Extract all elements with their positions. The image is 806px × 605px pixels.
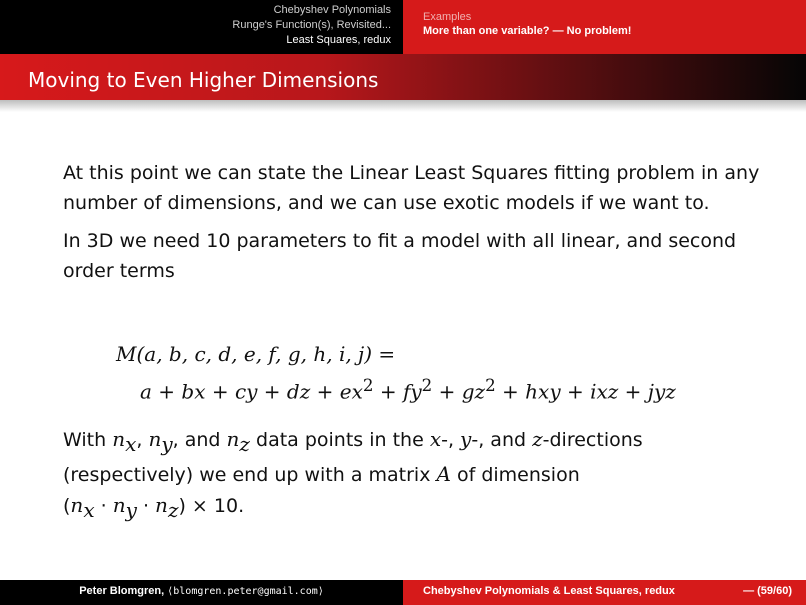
math-symbol: n (226, 427, 240, 451)
title-shadow (0, 100, 806, 112)
text-run: -, (441, 429, 461, 451)
nav-subsection-examples[interactable]: Examples (423, 11, 472, 23)
eq-term: + fy (373, 379, 422, 404)
top-navigation (0, 0, 806, 54)
text-run: , and (172, 429, 227, 451)
subsection-navigation (403, 0, 806, 54)
text-run: · (94, 494, 113, 517)
math-subscript: y (161, 431, 173, 456)
eq-term: + hxy + ixz + jyz (495, 379, 676, 404)
math-symbol: n (148, 427, 162, 451)
footer-email: ⟨blomgren.peter@gmail.com⟩ (167, 586, 324, 597)
text-run: -, and (471, 429, 533, 451)
math-symbol: z (532, 427, 543, 451)
math-symbol: n (70, 492, 84, 517)
math-subscript: x (83, 497, 95, 522)
eq-term: + gz (432, 379, 486, 404)
eq-exponent: 2 (485, 376, 496, 395)
math-symbol: n (155, 492, 168, 517)
footer-page-number: — (59/60) (743, 585, 792, 597)
paragraph-matrix-dimension (63, 424, 763, 525)
nav-subsection-more-variables[interactable]: More than one variable? — No problem! (423, 25, 632, 37)
text-run: ) × 10. (178, 494, 245, 517)
model-equation-lhs: M(a, b, c, d, e, f, g, h, i, j) = (116, 342, 396, 366)
text-run: of dimension (450, 463, 580, 486)
math-symbol: y (460, 427, 472, 451)
text-run: -directions (respectively) we end up with a matrix (63, 429, 643, 486)
slide-footer (0, 580, 806, 605)
math-symbol: n (112, 492, 126, 517)
text-run: data points in the (249, 429, 430, 451)
paragraph-3d-parameters: In 3D we need 10 parameters to fit a model with all linear, and second order terms (63, 230, 737, 282)
paragraph-intro: At this point we can state the Linear Least Squares fitting problem in any number of dimensions, and we can use exotic models if we want to. (63, 162, 760, 214)
section-navigation (0, 0, 403, 54)
eq-term: a + bx + cy + dz + ex (140, 379, 363, 404)
nav-section-chebyshev[interactable]: Chebyshev Polynomials (273, 4, 391, 16)
eq-exponent: 2 (421, 376, 433, 395)
footer-author: Peter Blomgren, (79, 585, 165, 597)
math-subscript: x (125, 431, 137, 456)
frame-title-bar (0, 54, 806, 100)
text-run: , (136, 429, 149, 451)
math-symbol: A (436, 461, 451, 486)
math-symbol: x (429, 427, 442, 451)
text-run: · (136, 494, 156, 517)
text-run: ( (63, 494, 71, 517)
math-subscript: z (239, 431, 250, 456)
math-symbol: n (112, 427, 126, 451)
model-equation-rhs (140, 372, 676, 406)
text-run: With (63, 429, 113, 451)
footer-author-block (0, 580, 403, 605)
slide-content (63, 158, 763, 286)
nav-section-least-squares[interactable]: Least Squares, redux (286, 34, 391, 46)
math-subscript: y (125, 497, 137, 522)
slide-title: Moving to Even Higher Dimensions (28, 68, 379, 92)
footer-title-block (403, 580, 806, 605)
footer-course-title: Chebyshev Polynomials & Least Squares, redux (423, 585, 675, 597)
eq-exponent: 2 (362, 376, 374, 395)
math-subscript: z (167, 497, 179, 522)
nav-section-runge[interactable]: Runge's Function(s), Revisited... (232, 19, 391, 31)
